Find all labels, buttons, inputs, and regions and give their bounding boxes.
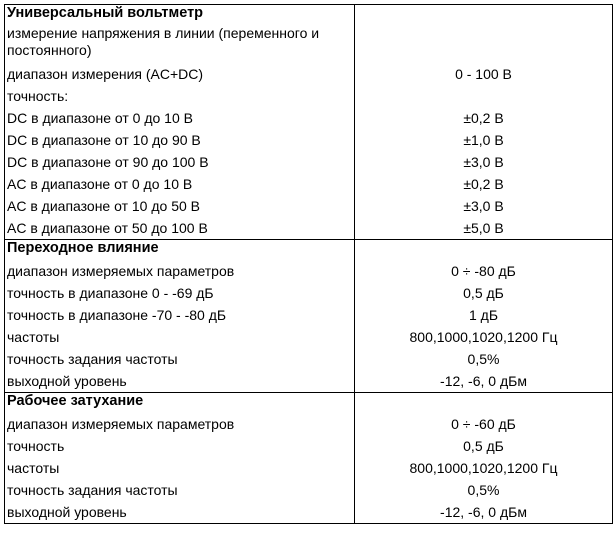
row-value <box>355 85 613 107</box>
row-label: точность задания частоты <box>5 348 355 370</box>
section-title: Переходное влияние <box>5 240 355 261</box>
table-row <box>5 107 613 129</box>
table-row <box>5 479 613 501</box>
table-row <box>5 129 613 151</box>
row-value: 0 - 100 В <box>355 63 613 85</box>
table-row <box>5 63 613 85</box>
row-label: частоты <box>5 326 355 348</box>
row-value: ±3,0 В <box>355 151 613 173</box>
table-row <box>5 282 613 304</box>
section-title: Рабочее затухание <box>5 393 355 414</box>
row-value <box>355 25 613 63</box>
section-header <box>5 240 613 261</box>
row-label: выходной уровень <box>5 501 355 524</box>
table-row <box>5 195 613 217</box>
table-row <box>5 304 613 326</box>
row-label: точность в диапазоне -70 - -80 дБ <box>5 304 355 326</box>
row-label: точность: <box>5 85 355 107</box>
row-label: диапазон измерения (AC+DC) <box>5 63 355 85</box>
row-label: DC в диапазоне от 0 до 10 В <box>5 107 355 129</box>
row-label: диапазон измеряемых параметров <box>5 413 355 435</box>
row-value: -12, -6, 0 дБм <box>355 370 613 393</box>
row-label: точность в диапазоне 0 - -69 дБ <box>5 282 355 304</box>
table-row <box>5 25 613 63</box>
specifications-table <box>4 4 613 524</box>
row-value: 0,5 дБ <box>355 282 613 304</box>
table-row <box>5 326 613 348</box>
row-value: 0 ÷ -60 дБ <box>355 413 613 435</box>
table-row <box>5 413 613 435</box>
row-label: точность <box>5 435 355 457</box>
table-row <box>5 457 613 479</box>
row-label: DC в диапазоне от 10 до 90 В <box>5 129 355 151</box>
section-title: Универсальный вольтметр <box>5 5 355 26</box>
table-row <box>5 260 613 282</box>
table-row <box>5 151 613 173</box>
table-row <box>5 85 613 107</box>
table-row <box>5 435 613 457</box>
row-label: диапазон измеряемых параметров <box>5 260 355 282</box>
table-row <box>5 370 613 393</box>
row-label: выходной уровень <box>5 370 355 393</box>
row-value: 1 дБ <box>355 304 613 326</box>
row-value: 0,5% <box>355 479 613 501</box>
row-value: 0,5 дБ <box>355 435 613 457</box>
row-label: частоты <box>5 457 355 479</box>
row-label: AC в диапазоне от 10 до 50 В <box>5 195 355 217</box>
row-label: AC в диапазоне от 0 до 10 В <box>5 173 355 195</box>
row-value: 0 ÷ -80 дБ <box>355 260 613 282</box>
table-row <box>5 173 613 195</box>
row-label: точность задания частоты <box>5 479 355 501</box>
row-label: DC в диапазоне от 90 до 100 В <box>5 151 355 173</box>
row-value: ±0,2 В <box>355 173 613 195</box>
table-row <box>5 217 613 240</box>
row-value: ±3,0 В <box>355 195 613 217</box>
table-row <box>5 501 613 524</box>
row-label: измерение напряжения в линии (переменного и постоянного) <box>5 25 355 63</box>
row-value: ±5,0 В <box>355 217 613 240</box>
row-value: ±1,0 В <box>355 129 613 151</box>
row-value: ±0,2 В <box>355 107 613 129</box>
row-value: -12, -6, 0 дБм <box>355 501 613 524</box>
row-value: 800,1000,1020,1200 Гц <box>355 457 613 479</box>
section-header <box>5 5 613 26</box>
row-value: 800,1000,1020,1200 Гц <box>355 326 613 348</box>
row-label: AC в диапазоне от 50 до 100 В <box>5 217 355 240</box>
row-value: 0,5% <box>355 348 613 370</box>
section-header <box>5 393 613 414</box>
table-row <box>5 348 613 370</box>
